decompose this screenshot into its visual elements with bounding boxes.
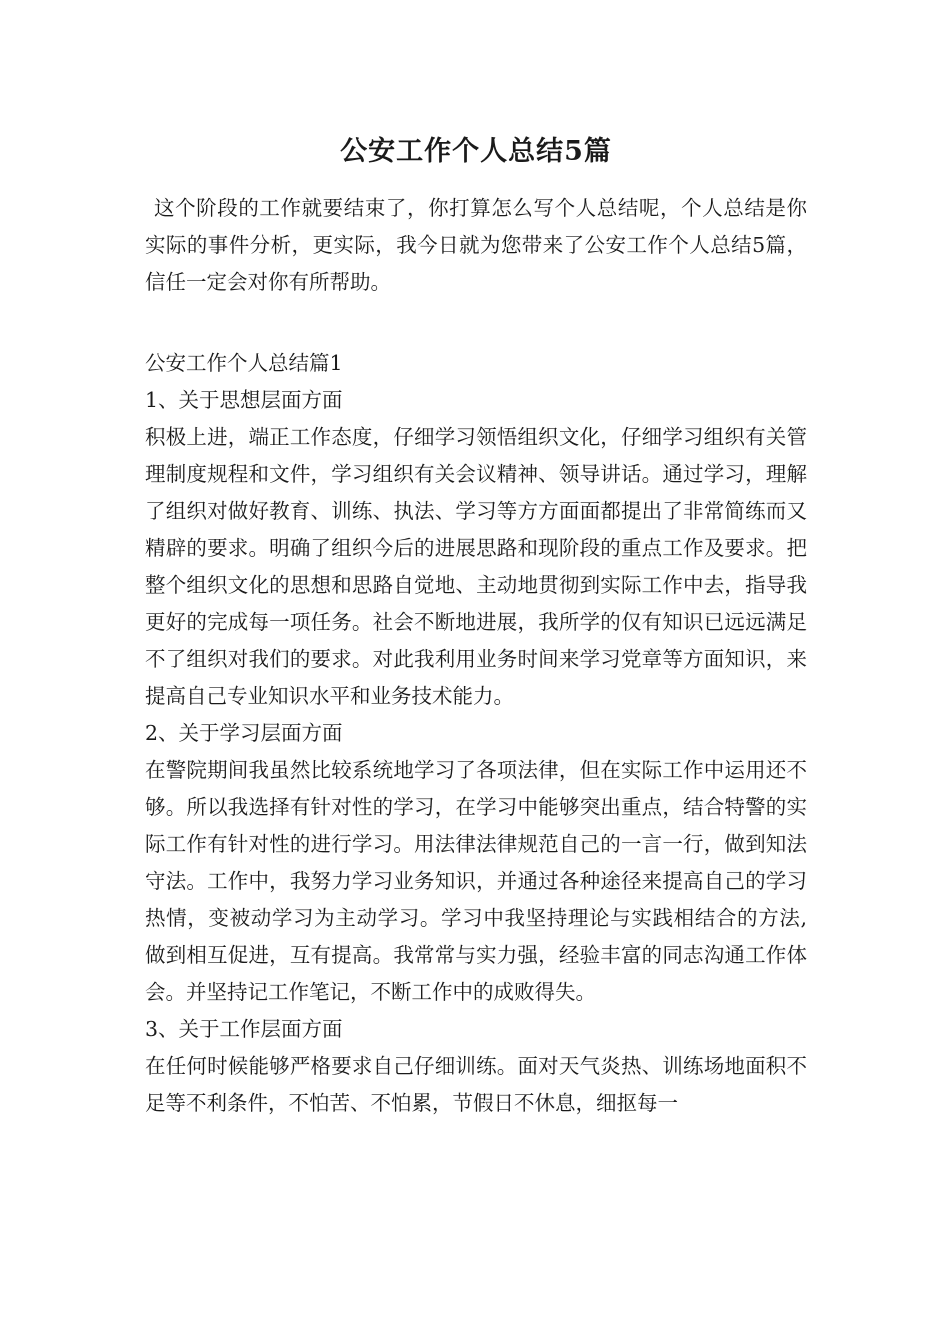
section-paragraph: 积极上进，端正工作态度，仔细学习领悟组织文化，仔细学习组织有关管理制度规程和文件，学习组织有关会议精神、领导讲话。通过学习，理解了组织对做好教育、训练、执法、学习等方方面面都提出了非常简练而又精辟的要求。明确了组织今后的进展思路和现阶段的重点工作及要求。把整个组织文化的思想和思路自觉地、主动地贯彻到实际工作中去，指导我更好的完成每一项任务。社会不断地进展，我所学的仅有知识已远远满足不了组织对我们的要求。对此我利用业务时间来学习党章等方面知识，来提高自己专业知识水平和业务技术能力。: [145, 425, 807, 708]
section-study: [145, 715, 807, 1011]
document-title: 公安工作个人总结5篇: [340, 136, 612, 167]
section-heading: 3、关于工作层面方面: [145, 1017, 343, 1041]
section-paragraph: 在警院期间我虽然比较系统地学习了各项法律，但在实际工作中运用还不够。所以我选择有针对性的学习，在学习中能够突出重点，结合特警的实际工作有针对性的进行学习。用法律法律规范自己的一言一行，做到知法守法。工作中，我努力学习业务知识，并通过各种途径来提高自己的学习热情，变被动学习为主动学习。学习中我坚持理论与实践相结合的方法,做到相互促进，互有提高。我常常与实力强，经验丰富的同志沟通工作体会。并坚持记工作笔记，不断工作中的成败得失。: [145, 758, 807, 1004]
intro-paragraph: 这个阶段的工作就要结束了，你打算怎么写个人总结呢，个人总结是你实际的事件分析，更实际，我今日就为您带来了公安工作个人总结5篇，信任一定会对你有所帮助。: [145, 196, 807, 294]
section-paragraph: 在任何时候能够严格要求自己仔细训练。面对天气炎热、训练场地面积不足等不利条件，不怕苦、不怕累，节假日不休息，细抠每一: [145, 1054, 807, 1115]
article: [145, 345, 807, 1122]
article-heading: 公安工作个人总结篇1: [145, 351, 343, 375]
section-heading: 2、关于学习层面方面: [145, 721, 343, 745]
section-thought: [145, 382, 807, 715]
document-body: [145, 128, 807, 1122]
section-heading: 1、关于思想层面方面: [145, 388, 343, 412]
section-work: [145, 1011, 807, 1122]
